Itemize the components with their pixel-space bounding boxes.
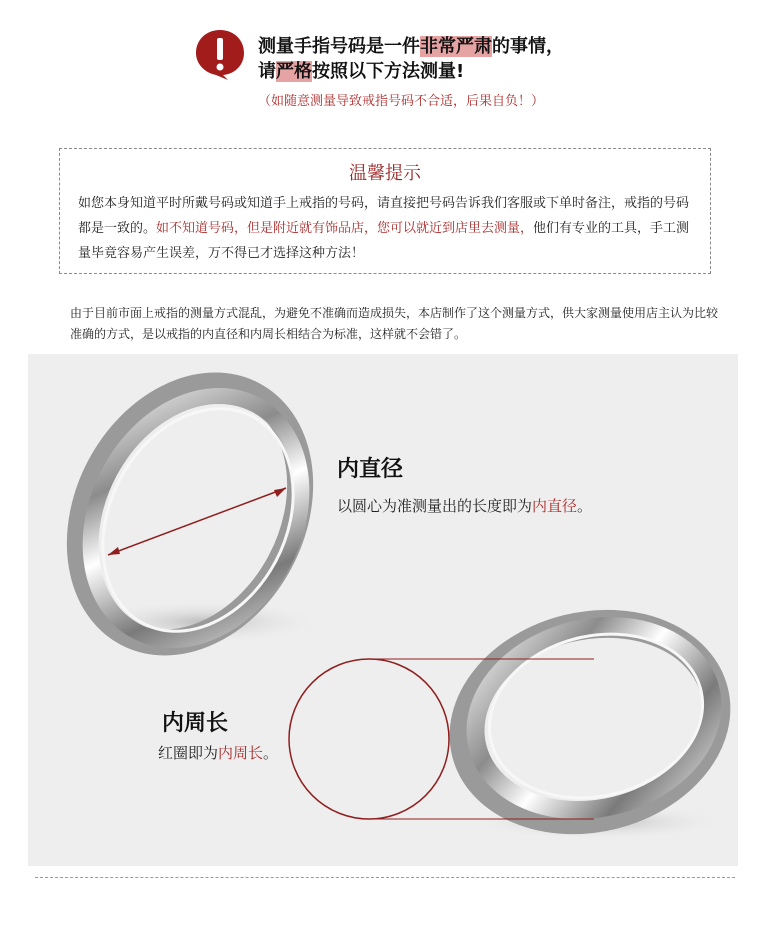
diameter-description (337, 495, 592, 516)
rings-illustration (28, 354, 738, 866)
warning-header (190, 26, 630, 116)
tip-box (59, 148, 711, 274)
exclamation-icon (194, 28, 246, 80)
headline-line2-start: 请 (258, 61, 276, 82)
headline-highlight-2: 严格 (276, 61, 312, 82)
measurement-panel (28, 354, 738, 866)
tip-text (78, 191, 698, 266)
circumference-description (158, 742, 278, 763)
circumference-title: 内周长 (162, 711, 229, 736)
diameter-arrow-left-icon (108, 547, 120, 555)
tip-text-part2: 他们有专业的工具，手工测量毕竟容易产生误差，万不得已才选择这种方法！ (78, 221, 690, 261)
warning-note: （如随意测量导致戒指号码不合适，后果自负！） (258, 94, 545, 109)
diameter-desc-highlight: 内直径 (532, 497, 578, 515)
ring-diameter-image (37, 354, 344, 681)
intro-text: 由于目前市面上戒指的测量方式混乱，为避免不准确而造成损失，本店制作了这个测量方式，供大家测量使用店主认为比较准确的方式，是以戒指的内直径和内周长相结合为标准，这样就不会错了。 (70, 306, 719, 341)
tip-title: 温馨提示 (349, 163, 421, 184)
ring-circumference-image (289, 598, 737, 846)
diameter-line (108, 488, 286, 555)
circumference-circle (289, 659, 449, 819)
diameter-arrow-right-icon (274, 488, 286, 497)
diameter-desc-end: 。 (577, 497, 593, 515)
circumference-desc-start: 红圈即为 (158, 744, 219, 762)
tip-text-part1: 如您本身知道平时所戴号码或知道手上戒指的号码，请直接把号码告诉我们客服或下单时备注，戒指的号码都是一致的。 (78, 196, 690, 236)
warning-headline (258, 34, 564, 84)
bottom-divider (35, 877, 735, 878)
headline-line1-end: 的事情， (492, 36, 564, 57)
headline-line1-start: 测量手指号码是一件 (258, 36, 420, 57)
diameter-desc-start: 以圆心为准测量出的长度即为 (337, 497, 533, 515)
headline-line2-end: 按照以下方法测量! (312, 61, 465, 82)
circumference-desc-highlight: 内周长 (218, 744, 264, 762)
tip-text-highlight: 如不知道号码，但是附近就有饰品店，您可以就近到店里去测量， (156, 221, 534, 236)
circumference-desc-end: 。 (263, 744, 279, 762)
headline-highlight-1: 非常严肃 (420, 36, 492, 57)
diameter-title: 内直径 (337, 457, 404, 482)
